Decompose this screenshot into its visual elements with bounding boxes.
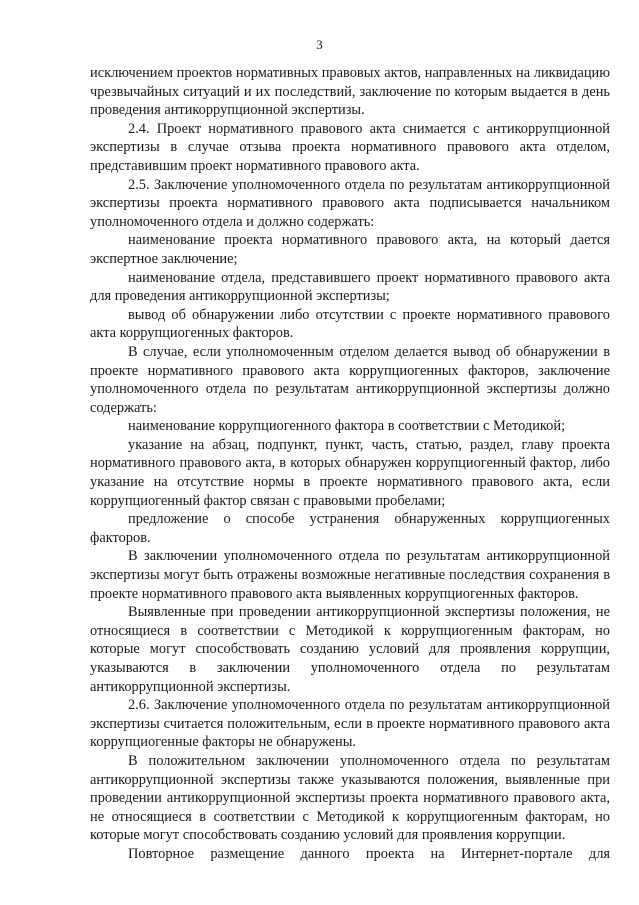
paragraph-2-5: 2.5. Заключение уполномоченного отдела по результатам антикоррупционной экспертизы проекта нормативного правового акта подписывается начальником уполномоченного отдела и должно содержать: <box>90 176 610 230</box>
paragraph-2-4: 2.4. Проект нормативного правового акта снимается с антикоррупционной экспертизы в случае отзыва проекта нормативного правового акта отделом, представившим проект нормативного правового акта. <box>90 120 610 174</box>
paragraph-positive-conclusion: В положительном заключении уполномоченного отдела по результатам антикоррупционной экспертизы также указываются положения, выявленные при проведении антикоррупционной экспертизы проекта нормативного правового акта, не относящиеся в соответствии с Методикой к коррупциогенным факторам, но которые могут способствовать созданию условий для проявления коррупции. <box>90 752 610 844</box>
page-number: 3 <box>316 37 323 52</box>
list-item-conclusion: вывод об обнаружении либо отсутствии с проекте нормативного правового акта коррупциогенных факторов. <box>90 306 610 342</box>
list-item-factor-name: наименование коррупциогенного фактора в соответствии с Методикой; <box>128 418 566 435</box>
paragraph-continuation: исключением проектов нормативных правовых актов, направленных на ликвидацию чрезвычайных ситуаций и их последствий, заключение по которым выдается в день проведения антикоррупционной экспертизы. <box>90 65 610 119</box>
list-item-location: указание на абзац, подпункт, пункт, часть, статью, раздел, главу проекта нормативного правового акта, в которых обнаружен коррупциогенный фактор, либо указание на отсутствие нормы в проекте нормативного правового акта, если коррупциогенный фактор связан с правовыми пробелами; <box>90 436 610 509</box>
document-body <box>90 64 610 864</box>
paragraph-negative-consequences: В заключении уполномоченного отдела по результатам антикоррупционной экспертизы могут быть отражены возможные негативные последствия сохранения в проекте нормативного правового акта выявленных коррупциогенных факторов. <box>90 548 610 602</box>
paragraph-if-factors-found: В случае, если уполномоченным отделом делается вывод об обнаружении в проекте нормативного правового акта коррупциогенных факторов, заключение уполномоченного отдела по результатам антикоррупционной экспертизы должно содержать: <box>90 343 610 416</box>
list-item-department-name: наименование отдела, представившего проект нормативного правового акта для проведения антикоррупционной экспертизы; <box>90 269 610 305</box>
paragraph-2-6: 2.6. Заключение уполномоченного отдела по результатам антикоррупционной экспертизы считается положительным, если в проекте нормативного правового акта коррупциогенные факторы не обнаружены. <box>90 697 610 751</box>
list-item-proposal: предложение о способе устранения обнаруженных коррупциогенных факторов. <box>90 511 610 546</box>
list-item-project-name: наименование проекта нормативного правового акта, на который дается экспертное заключение; <box>90 232 610 267</box>
paragraph-identified-provisions: Выявленные при проведении антикоррупционной экспертизы положения, не относящиеся в соответствии с Методикой к коррупциогенным факторам, но которые могут способствовать созданию условий для проявления коррупции, указываются в заключении уполномоченного отдела по результатам антикоррупционной экспертизы. <box>90 604 610 695</box>
paragraph-repeat-posting: Повторное размещение данного проекта на Интернет-портале для <box>128 845 610 862</box>
